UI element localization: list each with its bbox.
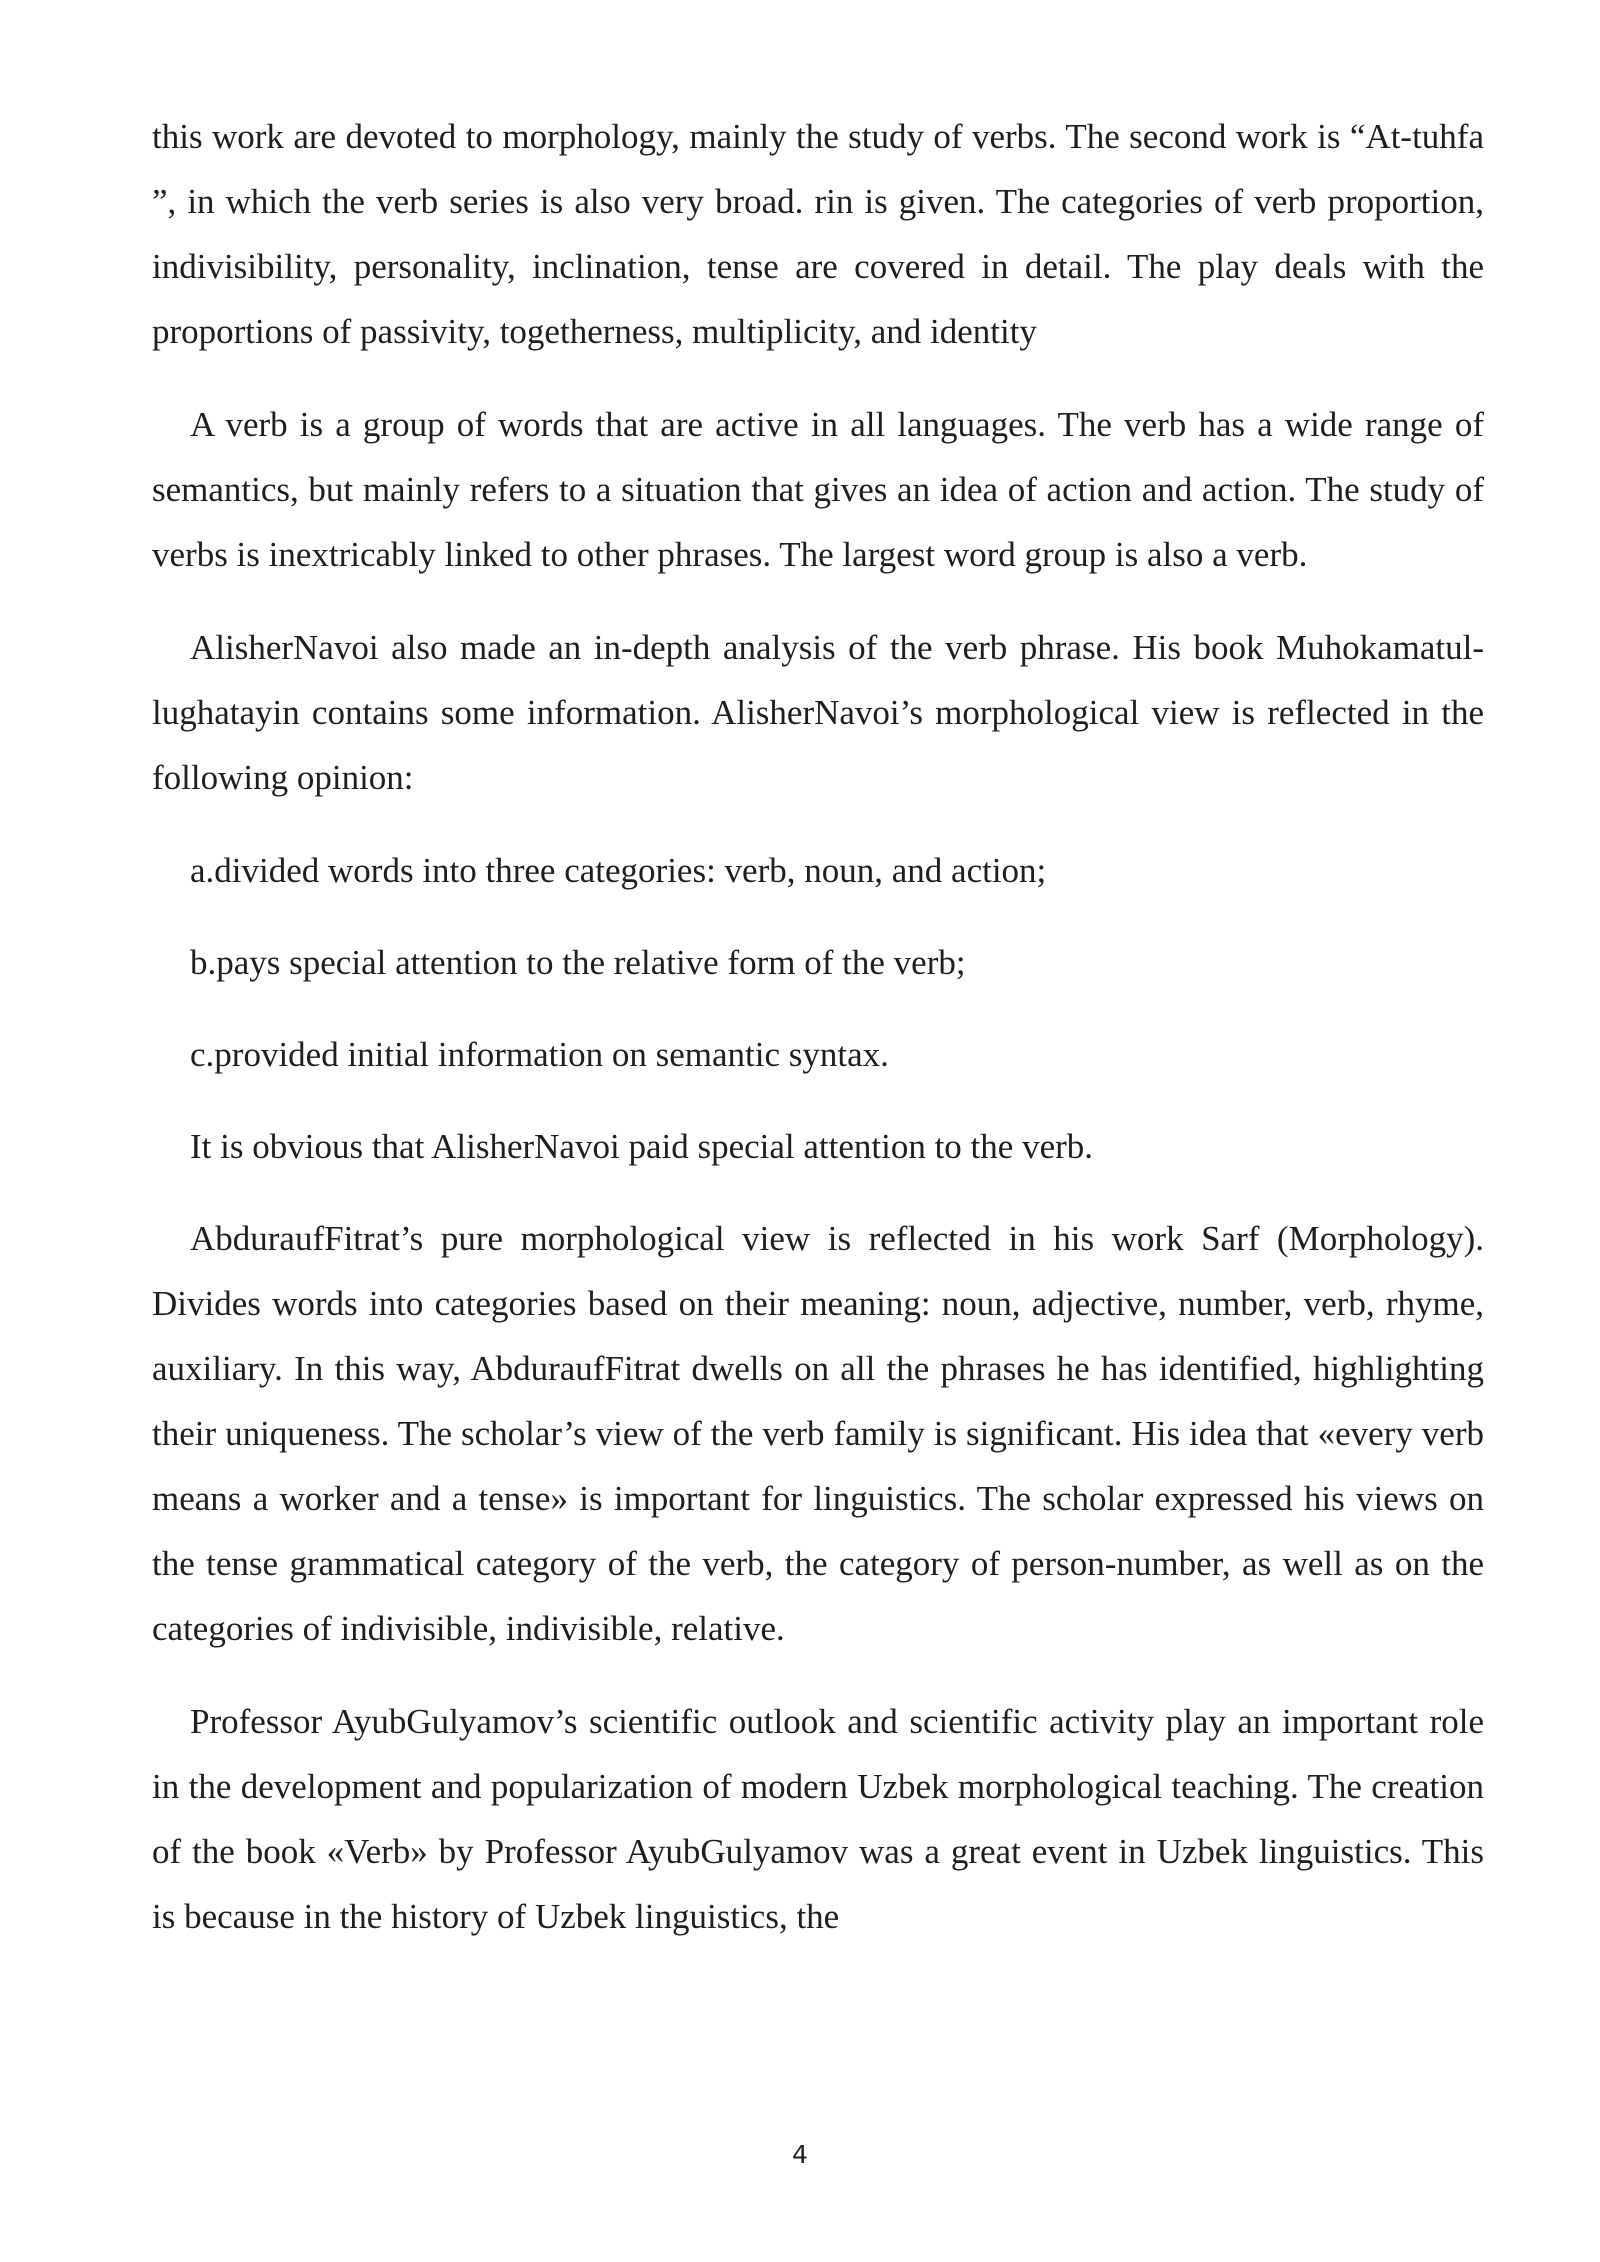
paragraph-continuation: this work are devoted to morphology, mainly the study of verbs. The second work is “At-tuhfa ”, in which the verb series is also very broad. rin is given. The categories of verb proportion, indivisibility, personality, inclination, tense are covered in detail. The play deals with the proportions of passivity, togetherness, multiplicity, and identity [152,117,1484,351]
list-item-c: c.provided initial information on semantic syntax. [190,1035,889,1074]
paragraph-alisher-navoi: AlisherNavoi also made an in-depth analysis of the verb phrase. His book Muhokamatul-lughatayin contains some information. AlisherNavoi’s morphological view is reflected in the following opinion: [152,628,1484,797]
paragraph-ayub-gulyamov: Professor AyubGulyamov’s scientific outlook and scientific activity play an important role in the development and popularization of modern Uzbek morphological teaching. The creation of the book «Verb» by Professor AyubGulyamov was a great event in Uzbek linguistics. This is because in the history of Uzbek linguistics, the [152,1702,1484,1936]
paragraph-obvious-statement: It is obvious that AlisherNavoi paid special attention to the verb. [190,1127,1094,1166]
paragraph-abdurauf-fitrat: AbduraufFitrat’s pure morphological view is reflected in his work Sarf (Morphology). Divides words into categories based on their meaning: noun, adjective, number, verb, rhyme, auxiliary. In this way, AbduraufFitrat dwells on all the phrases he has identified, highlighting their uniqueness. The scholar’s view of the verb family is significant. His idea that «every verb means a worker and a tense» is important for linguistics. The scholar expressed his views on the tense grammatical category of the verb, the category of person-number, as well as on the categories of indivisible, indivisible, relative. [152,1219,1484,1648]
list-item-b: b.pays special attention to the relative form of the verb; [190,943,966,982]
document-body [152,104,1484,1977]
paragraph-verb-definition: A verb is a group of words that are active in all languages. The verb has a wide range of semantics, but mainly refers to a situation that gives an idea of action and action. The study of verbs is inextricably linked to other phrases. The largest word group is also a verb. [152,405,1484,574]
page-number: 4 [792,2140,808,2169]
list-item-a: a.divided words into three categories: verb, noun, and action; [190,851,1047,890]
